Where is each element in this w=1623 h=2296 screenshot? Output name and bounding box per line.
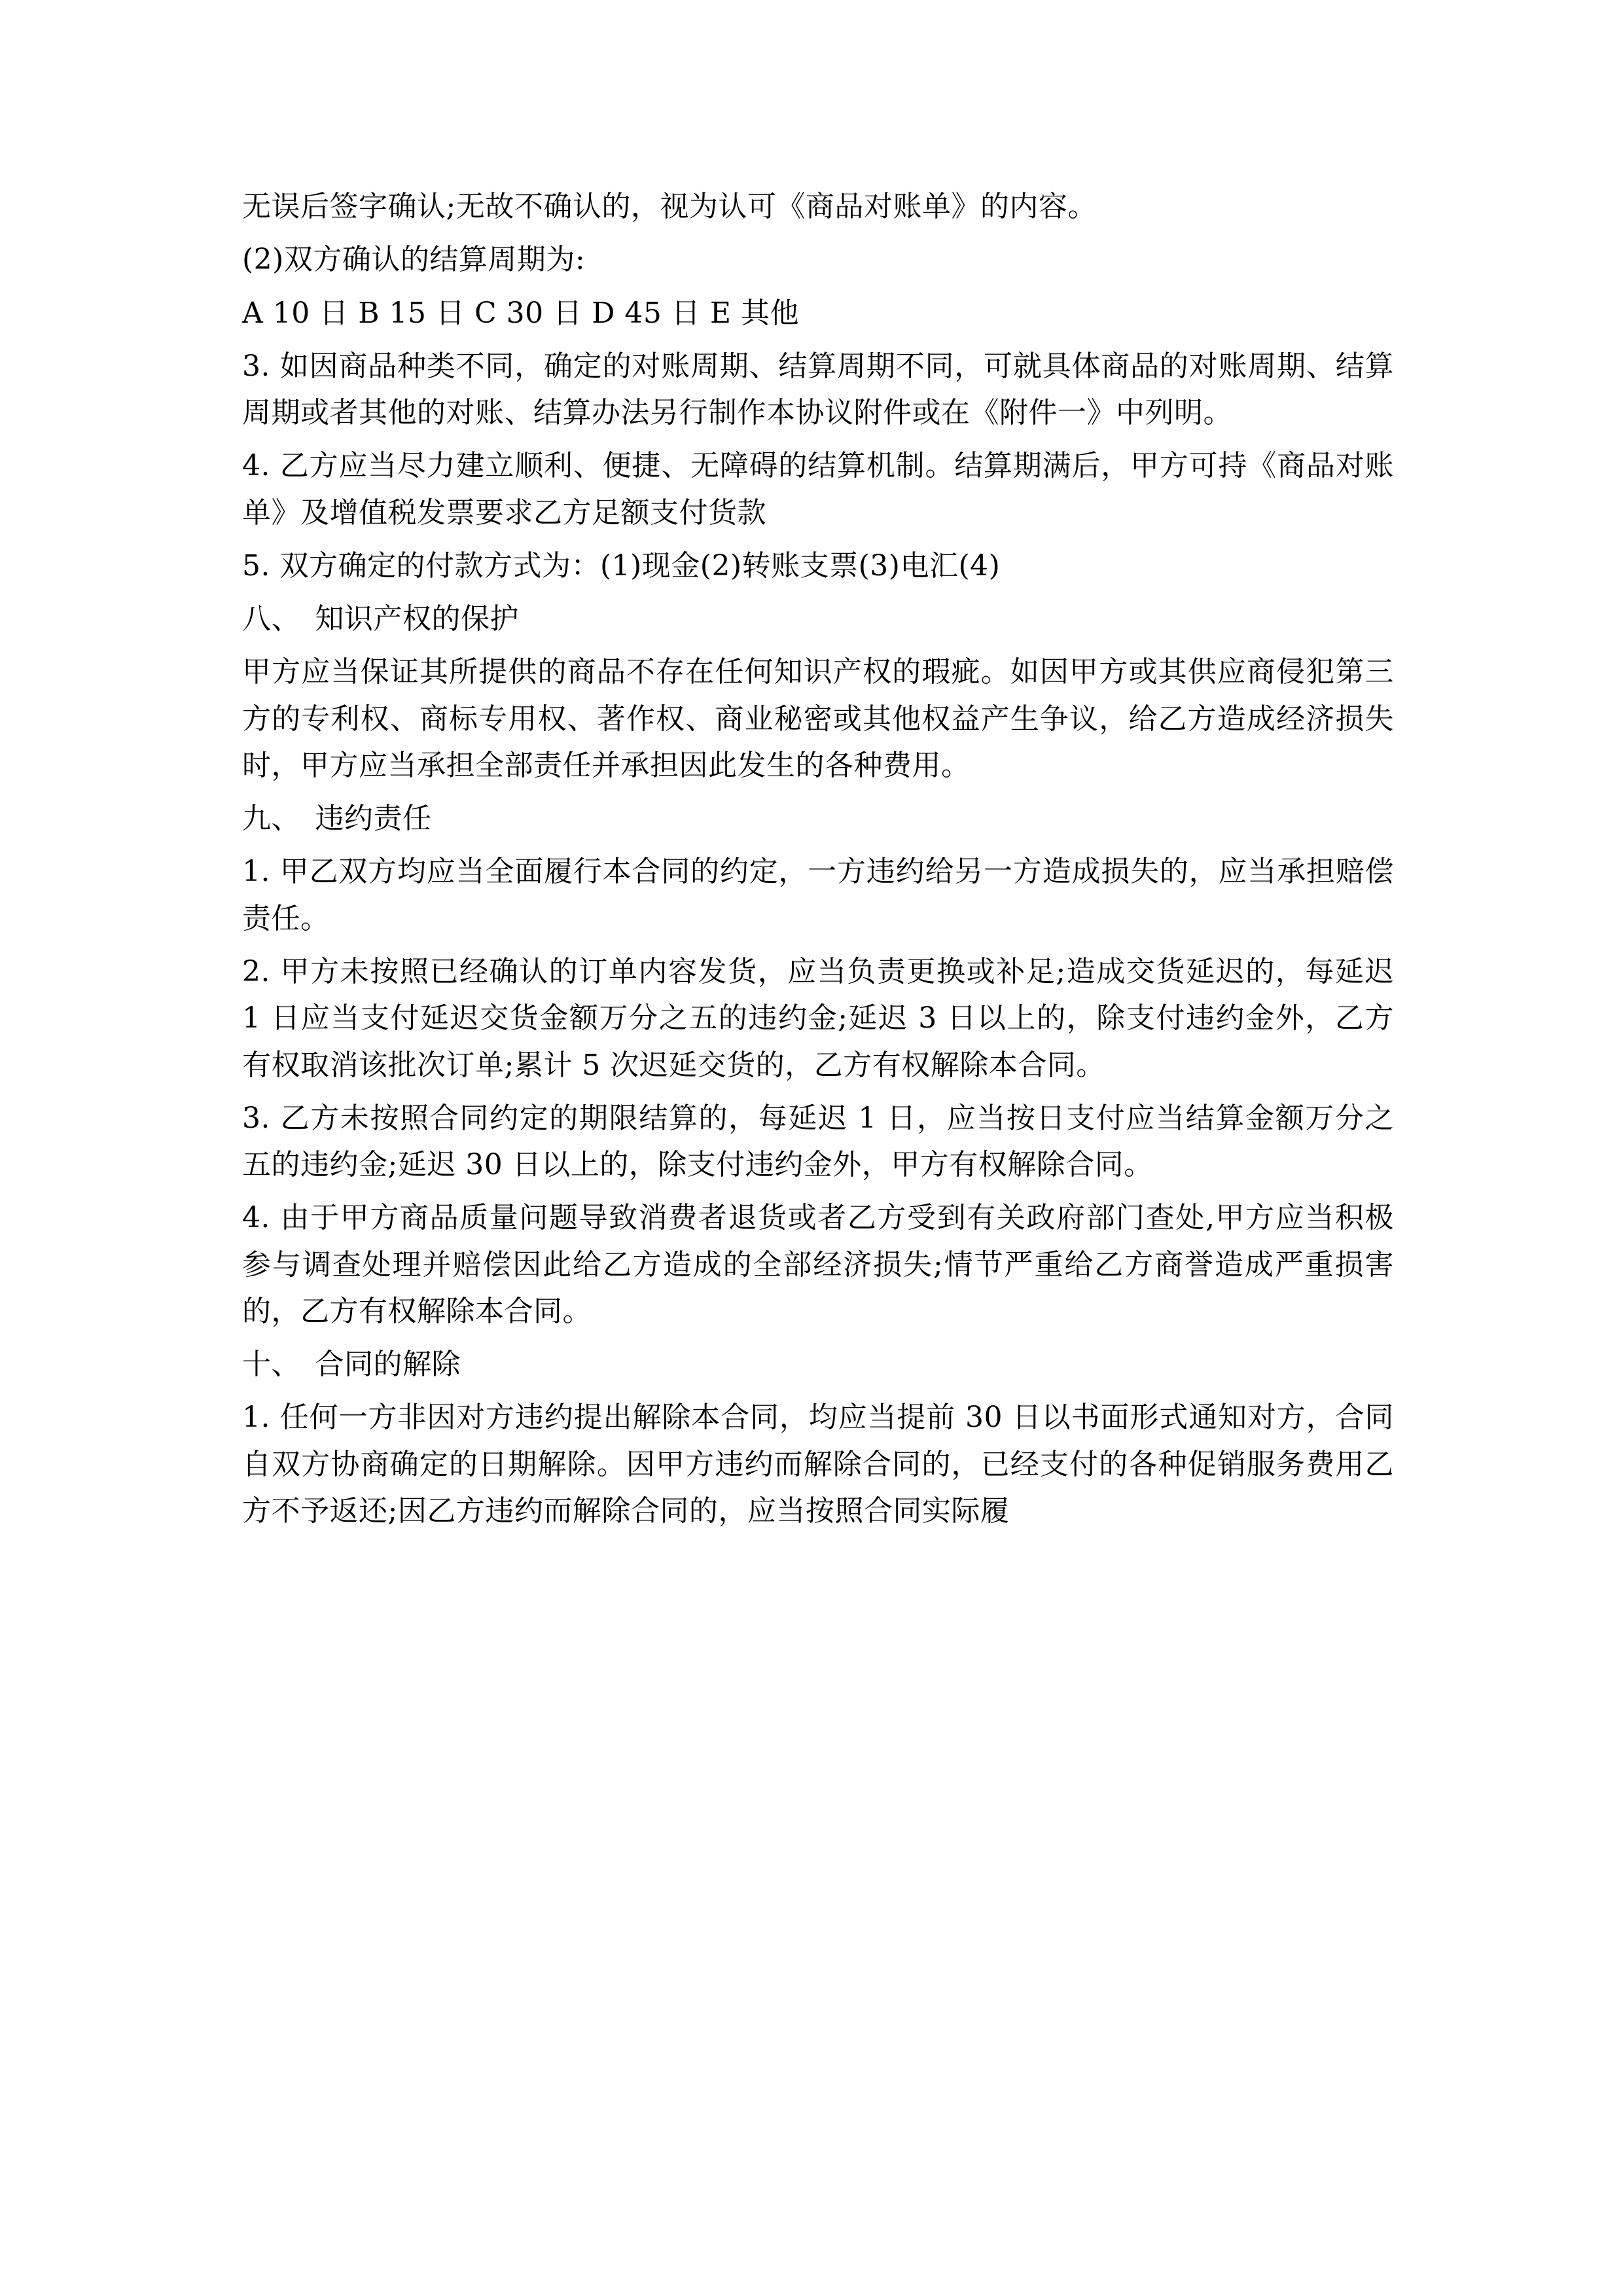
document-body — [242, 183, 1394, 1541]
paragraph: 无误后签字确认;无故不确认的，视为认可《商品对账单》的内容。 — [242, 190, 1097, 223]
section-heading-breach-liability: 九、 违约责任 — [242, 802, 432, 836]
section-heading-contract-termination: 十、 合同的解除 — [242, 1348, 461, 1382]
paragraph: 1. 甲乙双方均应当全面履行本合同的约定，一方违约给另一方造成损失的，应当承担赔偿责任。 — [242, 855, 1394, 935]
paragraph: 4. 由于甲方商品质量问题导致消费者退货或者乙方受到有关政府部门查处,甲方应当积极参与调查处理并赔偿因此给乙方造成的全部经济损失;情节严重给乙方商誉造成严重损害的，乙方有权解除本合同。 — [242, 1201, 1394, 1328]
paragraph: (2)双方确认的结算周期为: — [242, 243, 586, 277]
paragraph-payment-methods: 5. 双方确定的付款方式为：(1)现金(2)转账支票(3)电汇(4) — [242, 548, 1001, 583]
paragraph-settlement-cycle-options: A 10 日 B 15 日 C 30 日 D 45 日 E 其他 — [242, 296, 799, 330]
section-heading-ip-protection: 八、 知识产权的保护 — [242, 602, 519, 636]
paragraph: 2. 甲方未按照已经确认的订单内容发货，应当负责更换或补足;造成交货延迟的，每延迟 1 日应当支付延迟交货金额万分之五的违约金;延迟 3 日以上的，除支付违约金外，乙方有权取消该批次订单;累计 5 次迟延交货的，乙方有权解除本合同。 — [242, 954, 1394, 1082]
paragraph: 甲方应当保证其所提供的商品不存在任何知识产权的瑕疵。如因甲方或其供应商侵犯第三方的专利权、商标专用权、著作权、商业秘密或其他权益产生争议，给乙方造成经济损失时，甲方应当承担全部责任并承担因此发生的各种费用。 — [242, 655, 1394, 782]
paragraph: 4. 乙方应当尽力建立顺利、便捷、无障碍的结算机制。结算期满后，甲方可持《商品对账单》及增值税发票要求乙方足额支付货款 — [242, 449, 1394, 529]
paragraph: 3. 乙方未按照合同约定的期限结算的，每延迟 1 日，应当按日支付应当结算金额万分之五的违约金;延迟 30 日以上的，除支付违约金外，甲方有权解除合同。 — [242, 1101, 1394, 1182]
paragraph: 1. 任何一方非因对方违约提出解除本合同，均应当提前 30 日以书面形式通知对方，合同自双方协商确定的日期解除。因甲方违约而解除合同的，已经支付的各种促销服务费用乙方不予返还;因乙方违约而解除合同的，应当按照合同实际履 — [242, 1401, 1394, 1528]
paragraph: 3. 如因商品种类不同，确定的对账周期、结算周期不同，可就具体商品的对账周期、结算周期或者其他的对账、结算办法另行制作本协议附件或在《附件一》中列明。 — [242, 349, 1394, 430]
